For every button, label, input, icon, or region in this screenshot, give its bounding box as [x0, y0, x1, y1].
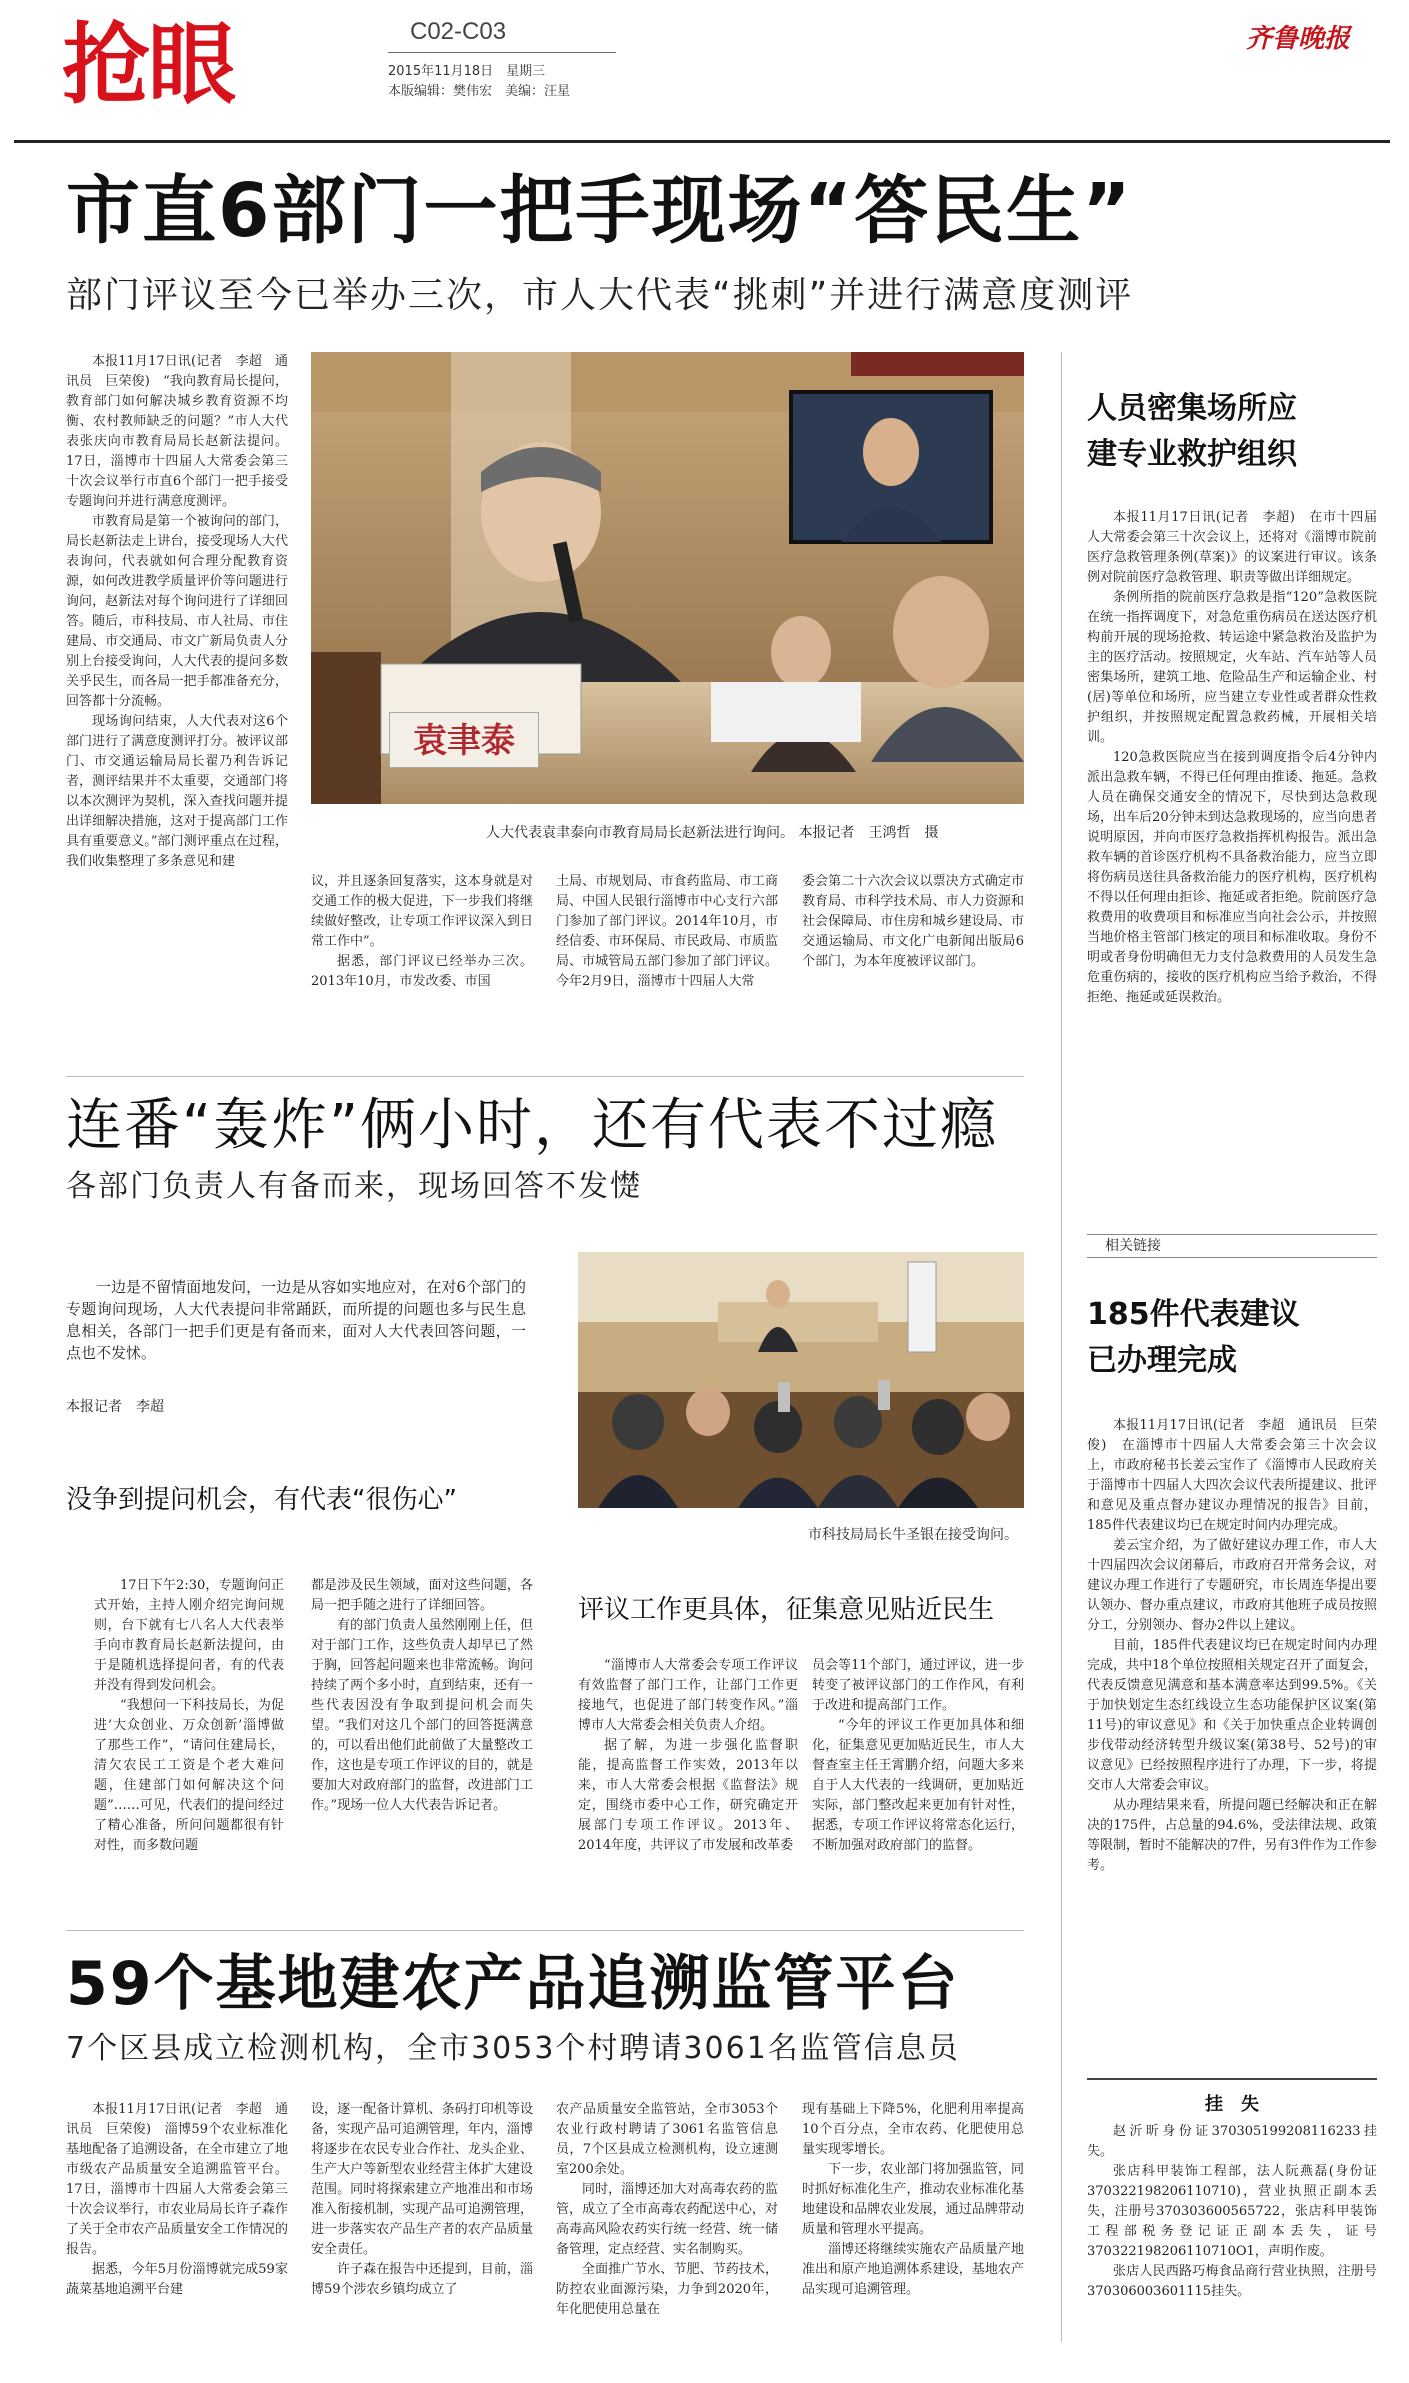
- paragraph: 委会第二十六次会议以票决方式确定市教育局、市科学技术局、市人力资源和社会保障局、市住房和城乡建设局、市交通运输局、市文化广电新闻出版局6个部门，为本年度被评议部门。: [802, 874, 1024, 969]
- paragraph: 员会等11个部门，通过评议，进一步转变了被评议部门的工作作风，有利于改进和提高部门工作。: [812, 1658, 1024, 1713]
- paragraph: 全面推广节水、节肥、节药技术，防控农业面源污染，力争到2020年，年化肥使用总量在: [556, 2262, 778, 2317]
- logo-text: 抢眼: [62, 12, 235, 116]
- paragraph: 本报11月17日讯(记者 李超 通讯员 巨荣俊) 淄博59个农业标准化基地配备了追溯设备，在全市建立了地市级农产品质量安全追溯监管平台。17日，淄博市十四届人大常委会第三十次会议举行，市农业局局长许子森作了关于全市农产品质量安全工作情况的报告。: [66, 2102, 288, 2257]
- paragraph: 都是涉及民生领域，面对这些问题，各局一把手随之进行了详细回答。: [311, 1578, 533, 1613]
- paragraph: 许子森在报告中还提到，目前，淄博59个涉农乡镇均成立了: [311, 2262, 533, 2297]
- paragraph: 120急救医院应当在接到调度指令后4分钟内派出急救车辆，不得已任何理由推诿、拖延。急救人员在确保交通安全的情况下，尽快到达急救现场，出车后20分钟未到达急救现场的，应当向患者说明原因，并向市医疗急救指挥机构报告。派出急救车辆的首诊医疗机构不具备救治能力，应当立即将伤病员送往具备救治能力的医疗机构，医疗机构不得以任何理由拒诊、拖延或者拒绝。院前医疗急救费用的收费项目和标准应当向社会公示，并按照当地价格主管部门核定的项目和标准收取。身份不明或者身份明确但无力支付急救费用的人员发生急危重伤病的，接收的医疗机构应当给予救治，不得拒绝、拖延或延误救治。: [1087, 750, 1377, 1005]
- paragraph: 同时，淄博还加大对高毒农药的监管，成立了全市高毒农药配送中心，对高毒高风险农药实行统一经营、统一储备管理，定点经营、实名制购买。: [556, 2182, 778, 2257]
- paragraph: 市教育局是第一个被询问的部门，局长赵新法走上讲台，接受现场人大代表询问，代表就如何合理分配教育资源，如何改进教学质量评价等问题进行询问，赵新法对每个询问进行了详细回答。随后，市科技局、市人社局、市住建局、市交通局、市文广新局负责人分别上台接受询问，人大代表的提问多数关乎民生，而各局一把手都准备充分，回答都十分流畅。: [66, 514, 288, 709]
- nameplate: [389, 712, 539, 768]
- paragraph: 据悉，今年5月份淄博就完成59家蔬菜基地追溯平台建: [66, 2262, 288, 2297]
- paragraph: 17日下午2:30，专题询问正式开始，主持人刚介绍完询问规则，台下就有七八名人大代表举手向市教育局长赵新法提问，由于是随机选择提问者，有的代表并没有得到发问机会。: [94, 1578, 284, 1693]
- paragraph: 张店科甲装饰工程部，法人阮燕磊(身份证370322198206110710)，营业执照正副本丢失，注册号370303600565722，张店科甲装饰工程部税务登记证正副本丢失，证号370322198206110710O1，声明作废。: [1087, 2164, 1377, 2259]
- story2-lead: [66, 1276, 526, 1368]
- story3-top-rule: [66, 1930, 1024, 1931]
- story2-subheadline: 各部门负责人有备而来，现场回答不发憷: [66, 1169, 642, 1204]
- related-links-text: 相关链接: [1105, 1238, 1161, 1254]
- paragraph: 姜云宝介绍，为了做好建议办理工作，市人大十四届四次会议闭幕后，市政府召开常务会议，对建议办理工作进行了专题研究，市长周连华提出要认领办、督办重点建议，市政府其他班子成员按照分工，分别领办、督办2件以上建议。: [1087, 1538, 1377, 1633]
- paragraph: 本报11月17日讯(记者 李超 通讯员 巨荣俊) “我向教育局长提问，教育部门如何解决城乡教育资源不均衡、农村教师缺乏的问题？”市人大代表张庆向市教育局局长赵新法提问。17日，淄博市十四届人大常委会第三十次会议举行市直6个部门一把手接受专题询问并进行满意度测评。: [66, 354, 288, 509]
- story2-sec1-column-1: [94, 1576, 284, 1918]
- paragraph: 农产品质量安全监管站，全市3053个农业行政村聘请了3061名监管信息员，7个区县成立检测机构，设立速测室200余处。: [556, 2102, 778, 2177]
- sidebar-divider: [1061, 352, 1062, 2342]
- paragraph: 张店人民西路巧梅食品商行营业执照，注册号370306003601115挂失。: [1087, 2264, 1377, 2299]
- story1-headline: 市直6部门一把手现场“答民生”: [66, 168, 1133, 254]
- story1-photo-caption: 人大代表袁聿泰向市教育局局长赵新法进行询问。 本报记者 王鸿哲 摄: [486, 825, 939, 841]
- related-links-label: [1087, 1234, 1377, 1258]
- section-logo: [62, 14, 312, 114]
- paragraph: 土局、市规划局、市食药监局、市工商局、中国人民银行淄博市中心支行六部门参加了部门评议。2014年10月，市经信委、市环保局、市民政局、市质监局、市城管局五部门参加了部门评议。今年2月9日，淄博市十四届人大常: [556, 874, 778, 989]
- side1-headline: 人员密集场所应建专业救护组织: [1087, 391, 1297, 472]
- story3-column-4: [802, 2100, 1024, 2370]
- paper-name: 齐鲁晚报: [1246, 24, 1351, 54]
- paragraph: 设，逐一配备计算机、条码打印机等设备，实现产品可追溯管理，年内，淄博将逐步在农民专业合作社、龙头企业、生产大户等新型农业经营主体扩大建设范围。同时将探索建立产地准出和市场准入衔接机制，实现产品可追溯管理，进一步落实农产品生产者的农产品质量安全责任。: [311, 2102, 533, 2257]
- side2-headline: 185件代表建议已办理完成: [1087, 1297, 1300, 1378]
- story2-sec2-column-1: [578, 1656, 798, 1918]
- story1-photo: [311, 352, 1024, 804]
- issue-date: 2015年11月18日 星期三: [388, 64, 546, 79]
- paragraph: 目前，185件代表建议均已在规定时间内办理完成，共中18个单位按照相关规定召开了面复会，代表反馈意见满意和基本满意率达到99.5%。《关于加快划定生态红线设立生态功能保护区议案(第11号)的审议意见》和《关于加快重点企业转调创步伐带动经济转型升级议案(第38号、52号)的审议意见》已经按照程序进行了办理，下一步，将提交市人大常委会审议。: [1087, 1638, 1377, 1793]
- notice-rule: [1087, 2078, 1377, 2080]
- notice-title: 挂 失: [1205, 2094, 1259, 2115]
- paragraph: 本报11月17日讯(记者 李超 通讯员 巨荣俊) 在淄博市十四届人大常委会第三十次会议上，市政府秘书长姜云宝作了《淄博市人民政府关于淄博市十四届人大四次会议代表所提建议、批评和意见及重点督办建议办理情况的报告》目前，185件代表建议均已在规定时间内办理完成。: [1087, 1418, 1377, 1533]
- story2-sec2-title: 评议工作更具体，征集意见贴近民生: [578, 1595, 995, 1625]
- story3-column-3: [556, 2100, 778, 2370]
- story2-top-rule: [66, 1076, 1024, 1077]
- paragraph: 本报11月17日讯(记者 李超) 在市十四届人大常委会第三十次会议上，还将对《淄博市院前医疗急救管理条例(草案)》的议案进行审议。该条例对院前医疗急救管理、职责等做出详细规定。: [1087, 510, 1377, 585]
- story1-column-2: [311, 872, 533, 1066]
- story1-column-3: [556, 872, 778, 1066]
- side2-body: [1087, 1416, 1377, 2040]
- side1-body: [1087, 508, 1377, 1208]
- paragraph: 现有基础上下降5%，化肥利用率提高10个百分点，全市农药、化肥使用总量实现零增长。: [802, 2102, 1024, 2157]
- hearing-photo-illustration: [578, 1252, 1024, 1508]
- paragraph: 现场询问结束，人大代表对这6个部门进行了满意度测评打分。被评议部门、市交通运输局局长翟乃利告诉记者，测评结果并不太重要，交通部门将以本次测评为契机，深入查找问题并提出详细解决措施，这对于提高部门工作具有重要意义。”部门测评重点在过程，我们收集整理了多条意见和建: [66, 714, 288, 869]
- page-numbers: C02-C03: [410, 18, 507, 45]
- story2-sec1-title: 没争到提问机会，有代表“很伤心”: [66, 1485, 457, 1515]
- paragraph: 从办理结果来看，所提问题已经解决和正在解决的175件，占总量的94.6%，受法律法规、政策等限制，暂时不能解决的7件，另有3件作为工作参考。: [1087, 1798, 1377, 1873]
- story1-subheadline: 部门评议至今已举办三次，市人大代表“挑刺”并进行满意度测评: [66, 275, 1134, 316]
- paragraph: 据了解，为进一步强化监督职能，提高监督工作实效，2013年以来，市人大常委会根据《监督法》规定，围绕市委中心工作，研究确定开展部门专项工作评议。2013年、2014年度，共评议了市发展和改革委: [578, 1738, 798, 1853]
- story2-headline: 连番“轰炸”俩小时，还有代表不过瘾: [66, 1093, 999, 1158]
- masthead-rule: [14, 140, 1390, 143]
- story1-column-1: [66, 352, 288, 1064]
- story3-column-2: [311, 2100, 533, 2370]
- editors-line: 本版编辑：樊伟宏 美编：汪星: [388, 84, 571, 99]
- story3-headline: 59个基地建农产品追溯监管平台: [66, 1949, 960, 2019]
- story2-photo: [578, 1252, 1024, 1508]
- paragraph: 淄博还将继续实施农产品质量产地准出和原产地追溯体系建设，基地农产品实现可追溯管理。: [802, 2242, 1024, 2297]
- paragraph: 有的部门负责人虽然刚刚上任，但对于部门工作，这些负责人却早已了然于胸，回答起问题来也非常流畅。询问持续了两个多小时，直到结束，还有一些代表因没有争取到提问机会而失望。“我们对这几个部门的回答挺满意的，可以看出他们此前做了大量整改工作，这也是专项工作评议的目的，就是要加大对政府部门的监督，改进部门工作。”现场一位人大代表告诉记者。: [311, 1618, 533, 1813]
- story3-column-1: [66, 2100, 288, 2370]
- paragraph: 条例所指的院前医疗急救是指“120”急救医院在统一指挥调度下，对急危重伤病员在送达医疗机构前开展的现场抢救、转运途中紧急救治及监护为主的医疗活动。按照规定，火车站、汽车站等人员密集场所，建筑工地、危险品生产和运输企业、村(居)等单位和场所，应当建立专业性或者群众性救护组织，并按照规定配置急救药械，开展相关培训。: [1087, 590, 1377, 745]
- paragraph: “我想问一下科技局长，为促进‘大众创业、万众创新’淄博做了那些工作”，“请问住建局长，清欠农民工工资是个老大难问题，住建部门如何解决这个问题”……可见，代表们的提问经过了精心准备，所问问题都很有针对性，而多数问题: [94, 1698, 284, 1853]
- paragraph: 赵沂昕身份证370305199208116233挂失。: [1087, 2124, 1377, 2159]
- paragraph: “淄博市人大常委会专项工作评议有效监督了部门工作，让部门工作更接地气，也促进了部门转变作风。”淄博市人大常委会相关负责人介绍。: [578, 1658, 798, 1733]
- story2-byline: 本报记者 李超: [66, 1399, 164, 1415]
- nameplate-text: 袁聿泰: [413, 721, 515, 761]
- paragraph: 下一步，农业部门将加强监管，同时抓好标准化生产，推动农业标准化基地建设和品牌农业发展，通过品牌带动质量和管理水平提高。: [802, 2162, 1024, 2237]
- story1-column-4: [802, 872, 1024, 1066]
- story2-photo-caption: 市科技局局长牛圣银在接受询问。: [808, 1527, 1018, 1543]
- masthead-divider: [388, 52, 616, 53]
- notice-body: [1087, 2122, 1377, 2362]
- story3-subheadline: 7个区县成立检测机构，全市3053个村聘请3061名监管信息员: [66, 2031, 960, 2066]
- story2-sec1-column-2: [311, 1576, 533, 1918]
- paragraph: 议，并且逐条回复落实，这本身就是对交通工作的极大促进，下一步我们将继续做好整改，让专项工作评议深入到日常工作中”。: [311, 874, 533, 949]
- story2-sec2-column-2: [812, 1656, 1024, 1918]
- paragraph: “今年的评议工作更加具体和细化，征集意见更加贴近民生，市人大督查室主任王霄鹏介绍，问题大多来自于人大代表的一线调研，更加贴近实际，部门整改起来更加有针对性，据悉，专项工作评议将常态化运行，不断加强对政府部门的监督。: [812, 1718, 1024, 1853]
- paragraph: 一边是不留情面地发问，一边是从容如实地应对，在对6个部门的专题询问现场，人大代表提问非常踊跃，而所提的问题也多与民生息息相关，各部门一把手们更是有备而来，面对人大代表回答问题，一点也不发怵。: [66, 1278, 526, 1362]
- paragraph: 据悉，部门评议已经举办三次。2013年10月，市发改委、市国: [311, 954, 533, 989]
